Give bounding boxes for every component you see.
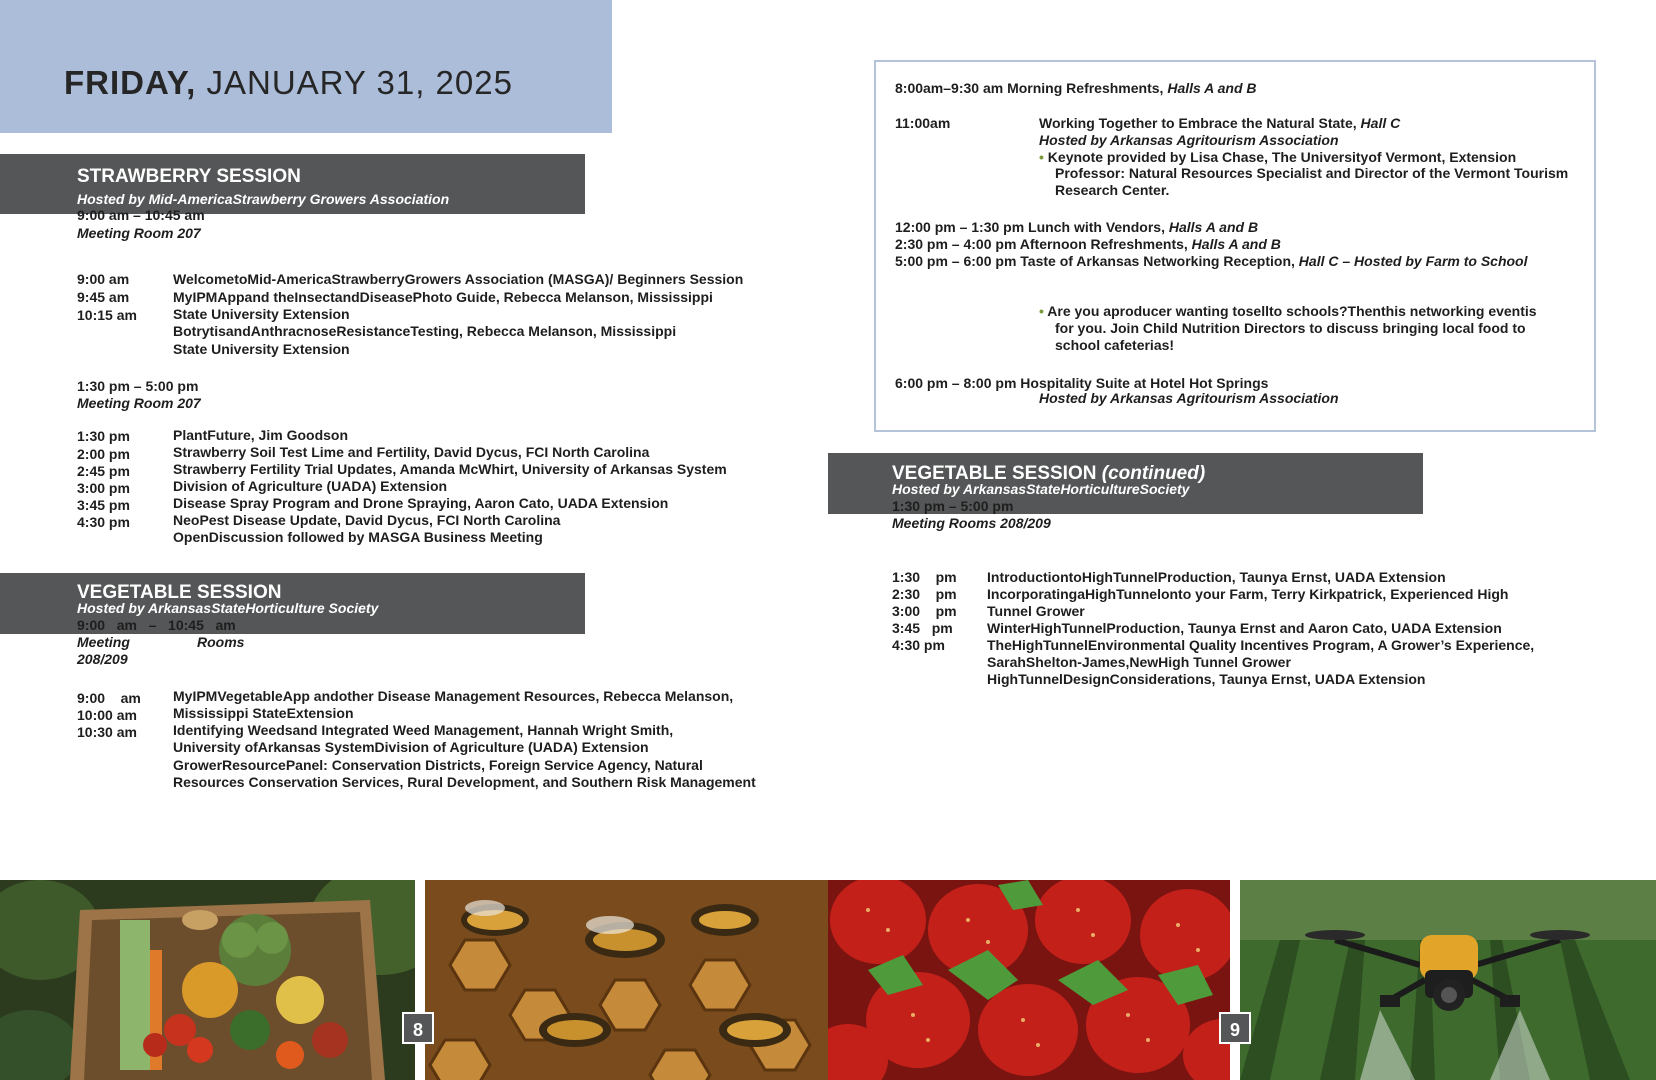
schedule-item: Strawberry Soil Test Lime and Fertility, David Dycus, FCI North Carolina <box>173 444 650 460</box>
schedule-entry <box>895 253 1528 270</box>
schedule-item: State University Extension <box>173 341 350 357</box>
title-text: VEGETABLE SESSION <box>892 463 1097 484</box>
schedule-item: MyIPMVegetableApp andother Disease Management Resources, Rebecca Melanson, <box>173 688 734 704</box>
schedule-item: Strawberry Fertility Trial Updates, Amanda McWhirt, University of Arkansas System <box>173 461 727 477</box>
schedule-time: 2:45 pm <box>77 463 130 479</box>
drone-photo <box>1240 880 1656 1080</box>
page-number-right: 9 <box>1219 1012 1251 1044</box>
strawberries-photo <box>828 880 1230 1080</box>
bullet-text: Research Center. <box>1055 182 1170 198</box>
schedule-item: HighTunnelDesignConsiderations, Taunya Ernst, UADA Extension <box>987 671 1426 687</box>
schedule-time: 10:15 am <box>77 307 137 323</box>
entry-text: 8:00am–9:30 am Morning Refreshments, <box>895 80 1164 96</box>
vegetable-session-host: Hosted by ArkansasStateHorticulture Society <box>77 600 379 616</box>
schedule-time: 1:30 pm <box>892 569 957 585</box>
bullet-text: Keynote provided by Lisa Chase, The Universityof Vermont, Extension <box>1047 149 1517 165</box>
vegetable-session-title: VEGETABLE SESSION <box>77 582 282 603</box>
entry-host: Hosted by Arkansas Agritourism Association <box>1039 132 1339 148</box>
schedule-time: 3:00 pm <box>77 480 130 496</box>
strawberry-block2-room: Meeting Room 207 <box>77 395 201 411</box>
schedule-entry: 6:00 pm – 8:00 pm Hospitality Suite at Hotel Hot Springs <box>895 375 1269 391</box>
schedule-item: Mississippi StateExtension <box>173 705 354 721</box>
schedule-time: 2:30 pm <box>892 586 957 602</box>
vegetable-room-word: Rooms <box>197 634 245 650</box>
strawberry-block1-time: 9:00 am – 10:45 am <box>77 207 205 223</box>
schedule-time: 11:00am <box>895 115 951 131</box>
schedule-item: State University Extension <box>173 306 350 322</box>
bullet-text: school cafeterias! <box>1055 337 1175 353</box>
schedule-item: IntroductiontoHighTunnelProduction, Taunya Ernst, UADA Extension <box>987 569 1446 585</box>
schedule-entry <box>895 80 1257 97</box>
schedule-item: Tunnel Grower <box>987 603 1085 619</box>
vegetable-session-time: 9:00 am – 10:45 am <box>77 617 236 633</box>
schedule-item: BotrytisandAnthracnoseResistanceTesting, Rebecca Melanson, Mississippi <box>173 323 677 339</box>
vegetable-box-photo <box>0 880 415 1080</box>
date-label: JANUARY 31, 2025 <box>206 64 513 101</box>
schedule-time: 1:30 pm <box>77 428 130 444</box>
strawberry-session-title: STRAWBERRY SESSION <box>77 166 301 187</box>
strawberry-block2-time: 1:30 pm – 5:00 pm <box>77 378 199 394</box>
bullet-text: for you. Join Child Nutrition Directors to discuss bringing local food to <box>1055 320 1526 336</box>
bullet-text: Are you aproducer wanting tosellto schools?Thenthis networking eventis <box>1047 303 1537 319</box>
schedule-item: MyIPMAppand theInsectandDiseasePhoto Guide, Rebecca Melanson, Mississippi <box>173 289 713 305</box>
vegetable-room-word: Meeting <box>77 634 130 650</box>
schedule-time: 3:00 pm <box>892 603 957 619</box>
vegetable-continued-time: 1:30 pm – 5:00 pm <box>892 498 1014 514</box>
entry-location: Hall C – Hosted by Farm to School <box>1298 253 1528 269</box>
bullet-text: Professor: Natural Resources Specialist and Director of the Vermont Tourism <box>1055 165 1569 181</box>
schedule-item: Identifying Weedsand Integrated Weed Management, Hannah Wright Smith, <box>173 722 674 738</box>
schedule-entry <box>895 236 1281 253</box>
schedule-item: Division of Agriculture (UADA) Extension <box>173 478 448 494</box>
title-suffix: (continued) <box>1101 463 1206 484</box>
honeybees-photo <box>425 880 828 1080</box>
schedule-item: University ofArkansas SystemDivision of Agriculture (UADA) Extension <box>173 739 649 755</box>
schedule-time: 2:00 pm <box>77 446 130 462</box>
schedule-item: OpenDiscussion followed by MASGA Business Meeting <box>173 529 543 545</box>
schedule-time: 9:00 am <box>77 271 130 287</box>
page-number-left: 8 <box>402 1012 434 1044</box>
vegetable-room-number: 208/209 <box>77 651 128 667</box>
entry-host: Hosted by Arkansas Agritourism Association <box>1039 390 1339 406</box>
schedule-time: 3:45 pm <box>892 620 953 636</box>
entry-text: 2:30 pm – 4:00 pm Afternoon Refreshments, <box>895 236 1188 252</box>
schedule-item: PlantFuture, Jim Goodson <box>173 427 349 443</box>
schedule-item: WinterHighTunnelProduction, Taunya Ernst and Aaron Cato, UADA Extension <box>987 620 1502 636</box>
schedule-item: Disease Spray Program and Drone Spraying, Aaron Cato, UADA Extension <box>173 495 669 511</box>
schedule-item: IncorporatingaHighTunnelonto your Farm, Terry Kirkpatrick, Experienced High <box>987 586 1509 602</box>
schedule-item: SarahShelton-James,NewHigh Tunnel Grower <box>987 654 1291 670</box>
schedule-item: Resources Conservation Services, Rural Development, and Southern Risk Management <box>173 774 756 790</box>
schedule-time: 4:30 pm <box>77 514 130 530</box>
bullet-icon: • <box>1039 303 1044 319</box>
page-title <box>64 64 513 102</box>
schedule-time: 9:00 am <box>77 690 141 706</box>
strawberry-session-bar <box>0 154 585 214</box>
entry-location: Halls A and B <box>1191 236 1281 252</box>
schedule-entry <box>1039 115 1400 132</box>
entry-text: 12:00 pm – 1:30 pm Lunch with Vendors, <box>895 219 1165 235</box>
entry-location: Hall C <box>1360 115 1401 131</box>
schedule-time: 10:30 am <box>77 724 137 740</box>
schedule-item: GrowerResourcePanel: Conservation Districts, Foreign Service Agency, Natural <box>173 757 703 773</box>
day-label: FRIDAY, <box>64 64 197 101</box>
schedule-item: TheHighTunnelEnvironmental Quality Incentives Program, A Grower’s Experience, <box>987 637 1535 653</box>
entry-text: 5:00 pm – 6:00 pm Taste of Arkansas Networking Reception, <box>895 253 1295 269</box>
schedule-time: 3:45 pm <box>77 497 130 513</box>
vegetable-continued-host: Hosted by ArkansasStateHorticultureSociety <box>892 481 1190 497</box>
bullet-icon: • <box>1039 149 1044 165</box>
schedule-time: 10:00 am <box>77 707 137 723</box>
bullet-line <box>1039 303 1537 320</box>
schedule-item: NeoPest Disease Update, David Dycus, FCI North Carolina <box>173 512 561 528</box>
entry-location: Halls A and B <box>1168 219 1259 235</box>
strawberry-block1-room: Meeting Room 207 <box>77 225 201 241</box>
strawberry-session-host: Hosted by Mid-AmericaStrawberry Growers Association <box>77 191 450 207</box>
bullet-line <box>1039 149 1516 166</box>
vegetable-continued-room: Meeting Rooms 208/209 <box>892 515 1051 531</box>
schedule-entry <box>895 219 1258 236</box>
schedule-item: WelcometoMid-AmericaStrawberryGrowers Association (MASGA)/ Beginners Session <box>173 271 744 287</box>
entry-location: Halls A and B <box>1167 80 1257 96</box>
schedule-time: 9:45 am <box>77 289 130 305</box>
schedule-time: 4:30 pm <box>892 637 945 653</box>
entry-text: Working Together to Embrace the Natural State, <box>1039 115 1357 131</box>
